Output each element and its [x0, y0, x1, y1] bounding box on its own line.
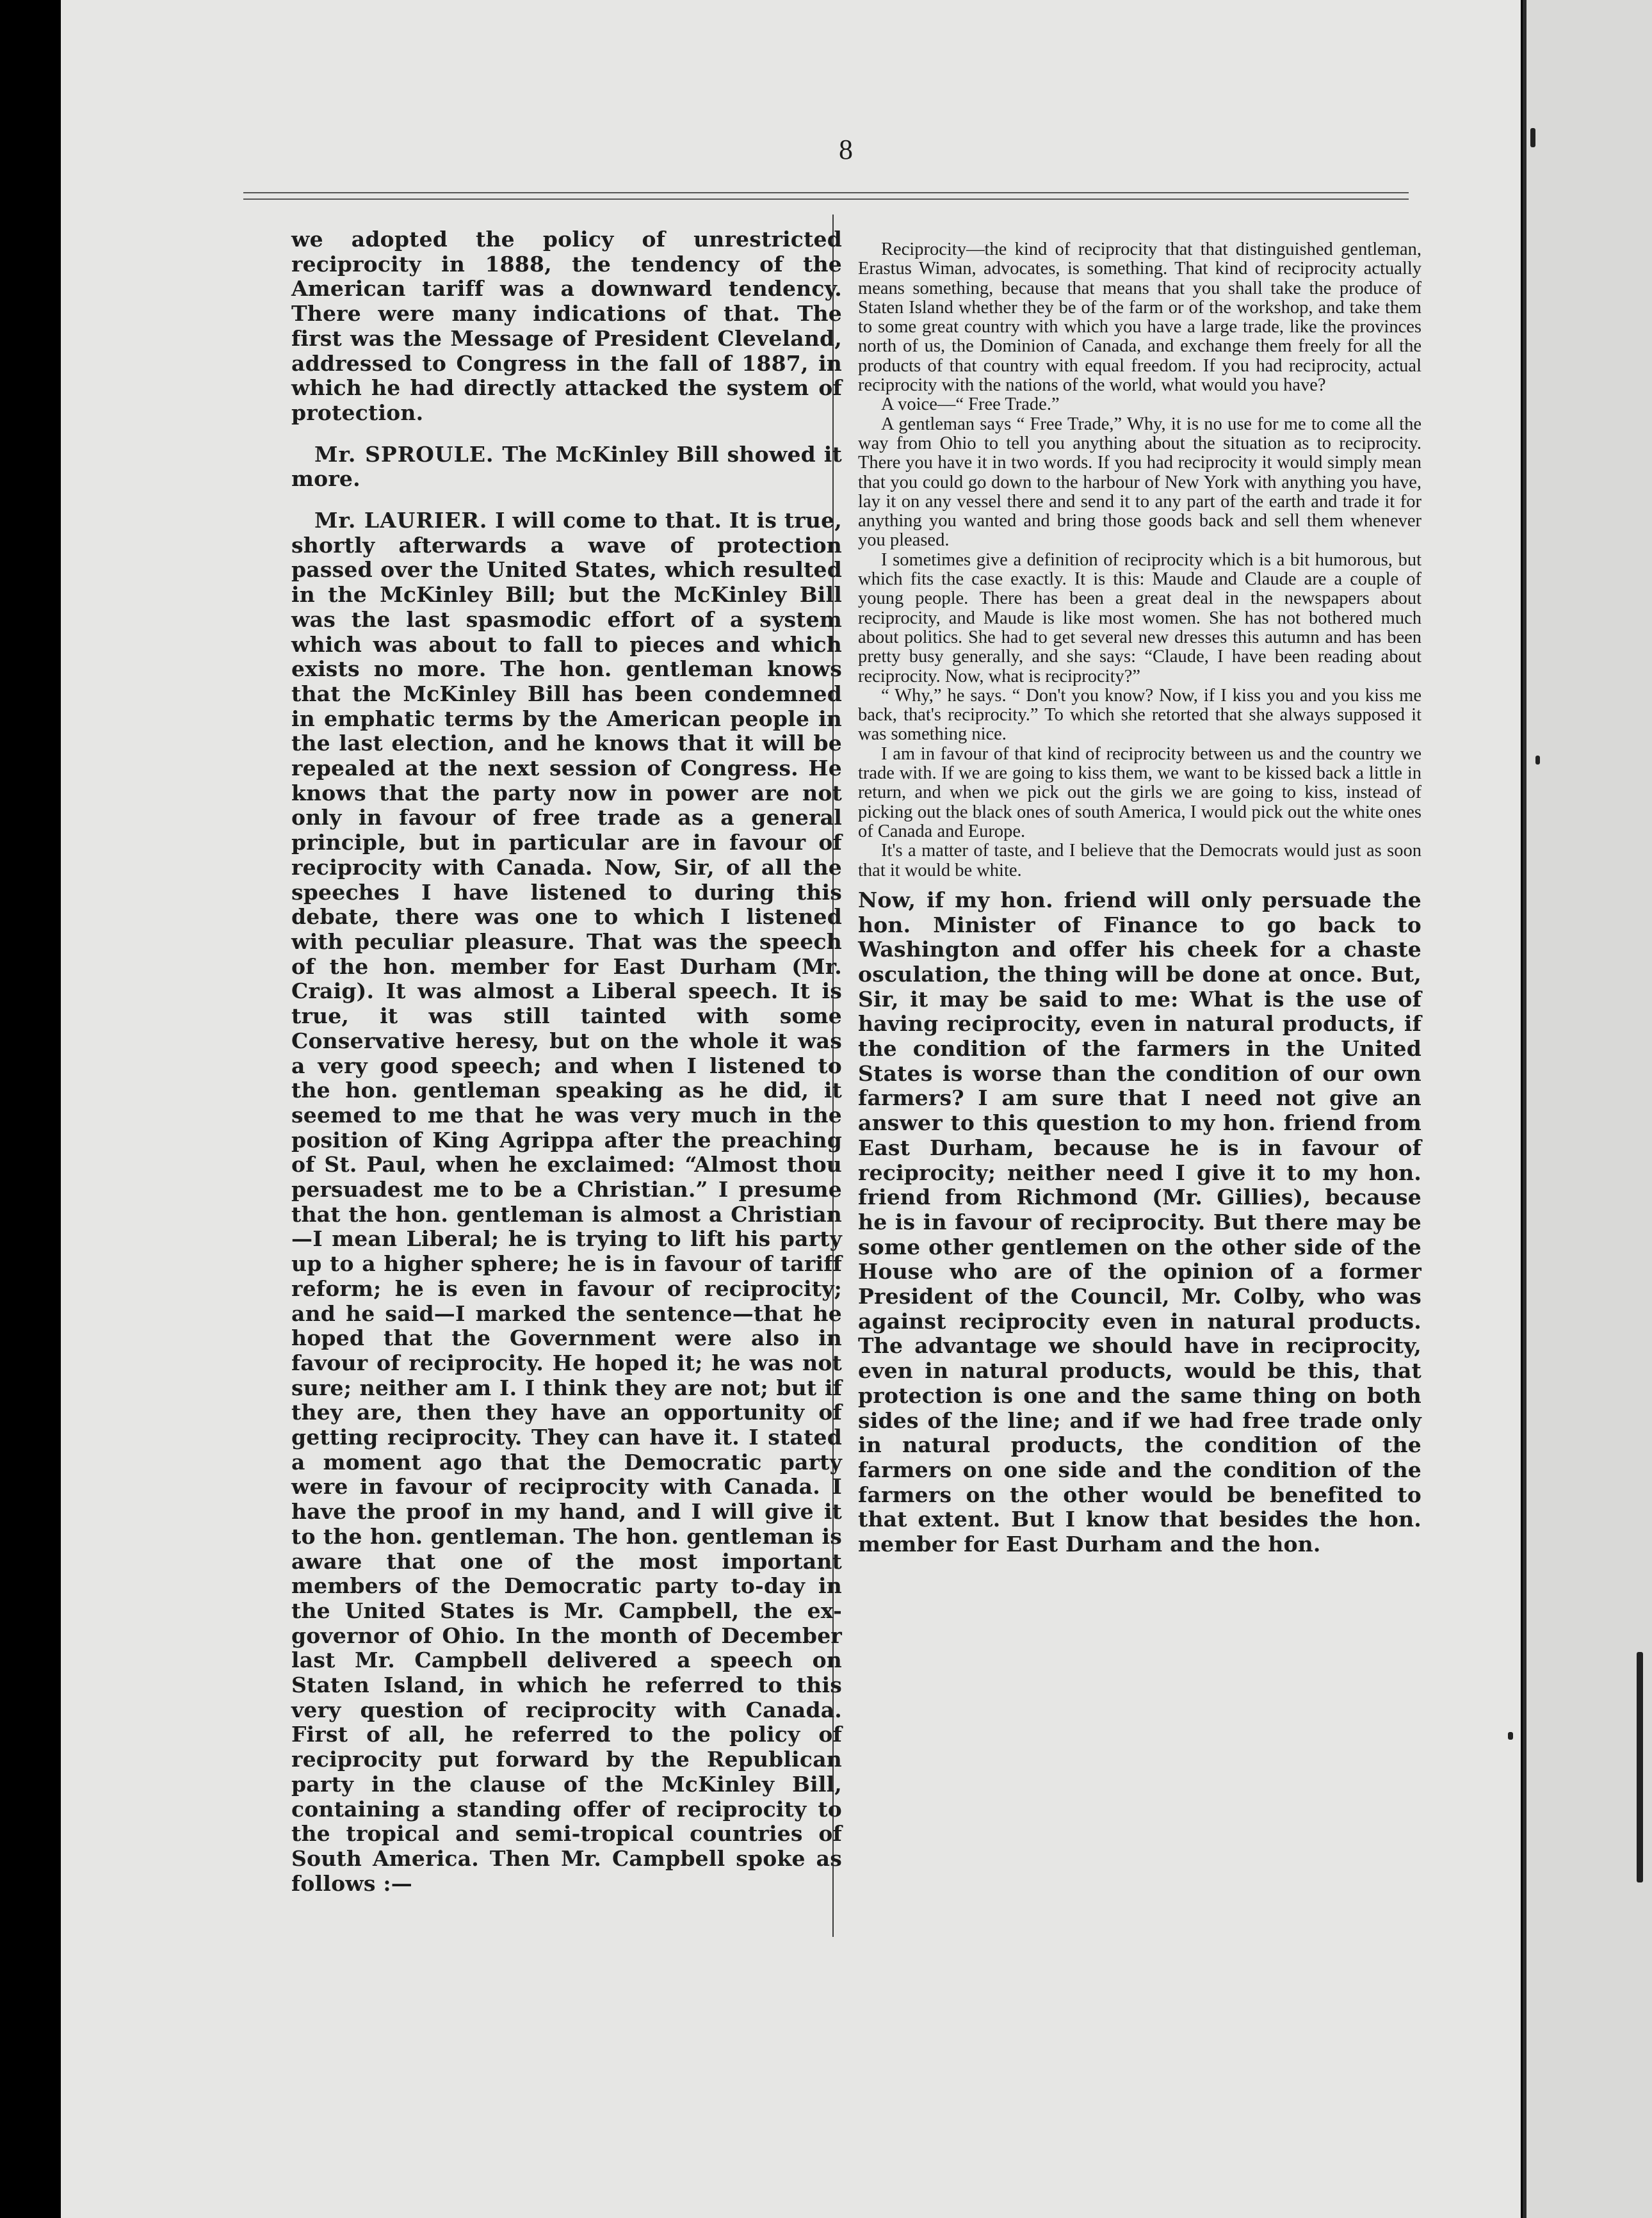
page-sheet — [61, 0, 1521, 2218]
paragraph-sproule — [291, 442, 842, 492]
laurier-speech: I will come to that. It is true, shortly afterwards a wave of protection passed over the United States, which resulted in the McKinley Bill; but the McKinley Bill was the last spasmodic effort of a system which was about to fall to pieces and which exists no more. The hon. gentleman knows that the McKinley Bill has been condemned in emphatic terms by the American people in the last election, and he knows that it will be repealed at the next session of Congress. He knows that the party now in power are not only in favour of free trade as a general principle, but in particular are in favour of reciprocity with Canada. Now, Sir, of all the speeches I have listened to during this debate, there was one to which I listened with peculiar pleasure. That was the speech of the hon. member for East Durham (Mr. Craig). It was almost a Liberal speech. It is true, it was still tainted with some Conservative heresy, but on the whole it was a very good speech; and when I listened to the hon. gentleman speaking as he did, it seemed to me that he was very much in the position of King Agrippa after the preaching of St. Paul, when he exclaimed: “Almost thou persuadest me to be a Christian.” I presume that the hon. gentleman is almost a Christian—I mean Liberal; he is trying to lift his party up to a higher sphere; he is in favour of tariff reform; he is even in favour of reciprocity; and he said—I marked the sentence—that he hoped that the Government were also in favour of reciprocity. He hoped it; he was not sure; neither am I. I think they are not; but if they are, then they have an opportunity of getting reciprocity. They can have it. I stated a moment ago that the Democratic party were in favour of reciprocity with Canada. I have the proof in my hand, and I will give it to the hon. gentleman. The hon. gentleman is aware that one of the most important members of the Democratic party to-day in the United States is Mr. Campbell, the ex-governor of Ohio. In the month of December last Mr. Campbell delivered a speech on Staten Island, in which he referred to this very question of reciprocity with Canada. First of all, he referred to the policy of reciprocity put forward by the Republican party in the clause of the McKinley Bill, containing a standing offer of reciprocity to the tropical and semi-tropical countries of South America. Then Mr. Campbell spoke as follows :— — [291, 508, 842, 1896]
quote-taste: It's a matter of taste, and I believe that the Democrats would just as soon that it would be white. — [858, 841, 1421, 880]
header-rule-bottom — [243, 198, 1409, 200]
speaker-laurier: Mr. LAURIER. — [314, 508, 488, 533]
quote-favour: I am in favour of that kind of reciprocity between us and the country we trade with. If we are going to kiss them, we want to be kissed back a little in return, and when we pick out the girls we are going to kiss, instead of picking out the black ones of south America, I would pick out the white ones of Canada and Europe. — [858, 743, 1421, 841]
quote-wiman: Reciprocity—the kind of reciprocity that that distinguished gentleman, Erastus Wiman, advocates, is something. That kind of reciprocity actually means something, because that means that you shall take the produce of Staten Island whether they be of the farm or of the workshop, and take them to some great country with which you have a large trade, like the provinces north of us, the Dominion of Canada, and exchange them freely for all the products of that country with equal freedom. If you had reciprocity, actual reciprocity with the nations of the world, what would you have? — [858, 239, 1421, 396]
quote-voice: A voice—“ Free Trade.” — [881, 394, 1060, 415]
speaker-sproule: Mr. SPROULE. — [314, 441, 494, 467]
print-speck — [1530, 128, 1535, 147]
page-number: 8 — [839, 134, 853, 165]
campbell-quotation — [858, 240, 1421, 880]
quote-free-trade: A gentleman says “ Free Trade,” Why, it is no use for me to come all the way from Ohio to tell you anything about the situation as to reciprocity. There you have it in two words. If you had reciprocity it would simply mean that you could go down to the harbour of New York with anything you have, lay it on any vessel there and send it to any part of the earth and trade it for anything you wanted and bring those goods back and sell them whenever you pleased. — [858, 414, 1421, 551]
paragraph-laurier — [291, 508, 842, 1896]
header-rule-top — [243, 192, 1409, 193]
paragraph-cleveland: we adopted the policy of unrestricted reciprocity in 1888, the tendency of the American tariff was a downward tendency. There were many indications of that. The first was the Message of President Cleveland, addressed to Congress in the fall of 1887, in which he had directly attacked the system of protection. — [291, 227, 842, 425]
quote-kiss: “ Why,” he says. “ Don't you know? Now, if I kiss you and you kiss me back, that's reciprocity.” To which she retorted that she always supposed it was something nice. — [858, 685, 1421, 745]
print-speck — [1535, 756, 1540, 765]
speech-continuation — [858, 888, 1421, 1557]
page-gutter-shadow — [1523, 0, 1526, 2218]
print-speck — [1508, 1732, 1513, 1740]
quote-maude-claude: I sometimes give a definition of reciprocity which is a bit humorous, but which fits the case exactly. It is this: Maude and Claude are a couple of young people. There has been a great deal in the newspapers about reciprocity, and Maude is like most women. She has not bothered much about politics. She had to get several new dresses this autumn and has been pretty busy generally, and she says: “Claude, I have been reading about reciprocity. Now, what is reciprocity?” — [858, 549, 1421, 686]
print-bleed — [1637, 1652, 1643, 1882]
right-column — [858, 240, 1421, 1943]
sproule-remark: The McKinley Bill showed it more. — [291, 441, 842, 492]
left-column — [291, 227, 842, 1969]
paragraph-persuade: Now, if my hon. friend will only persuade the hon. Minister of Finance to go back to Washington and offer his cheek for a chaste osculation, the thing will be done at once. But, Sir, it may be said to me: What is the use of having reciprocity, even in natural products, if the condition of the farmers in the United States is worse than the condition of our own farmers? I am sure that I need not give an answer to this question to my hon. friend from East Durham, because he is in favour of reciprocity; neither need I give it to my hon. friend from Richmond (Mr. Gillies), because he is in favour of reciprocity. But there may be some other gentlemen on the other side of the House who are of the opinion of a former President of the Council, Mr. Colby, who was against reciprocity even in natural products. The advantage we should have in reciprocity, even in natural products, would be this, that protection is one and the same thing on both sides of the line; and if we had free trade only in natural products, the condition of the farmers on one side and the condition of the farmers on the other would be benefited to that extent. But I know that besides the hon. member for East Durham and the hon. — [858, 887, 1421, 1557]
adjacent-page-edge — [1523, 0, 1652, 2218]
